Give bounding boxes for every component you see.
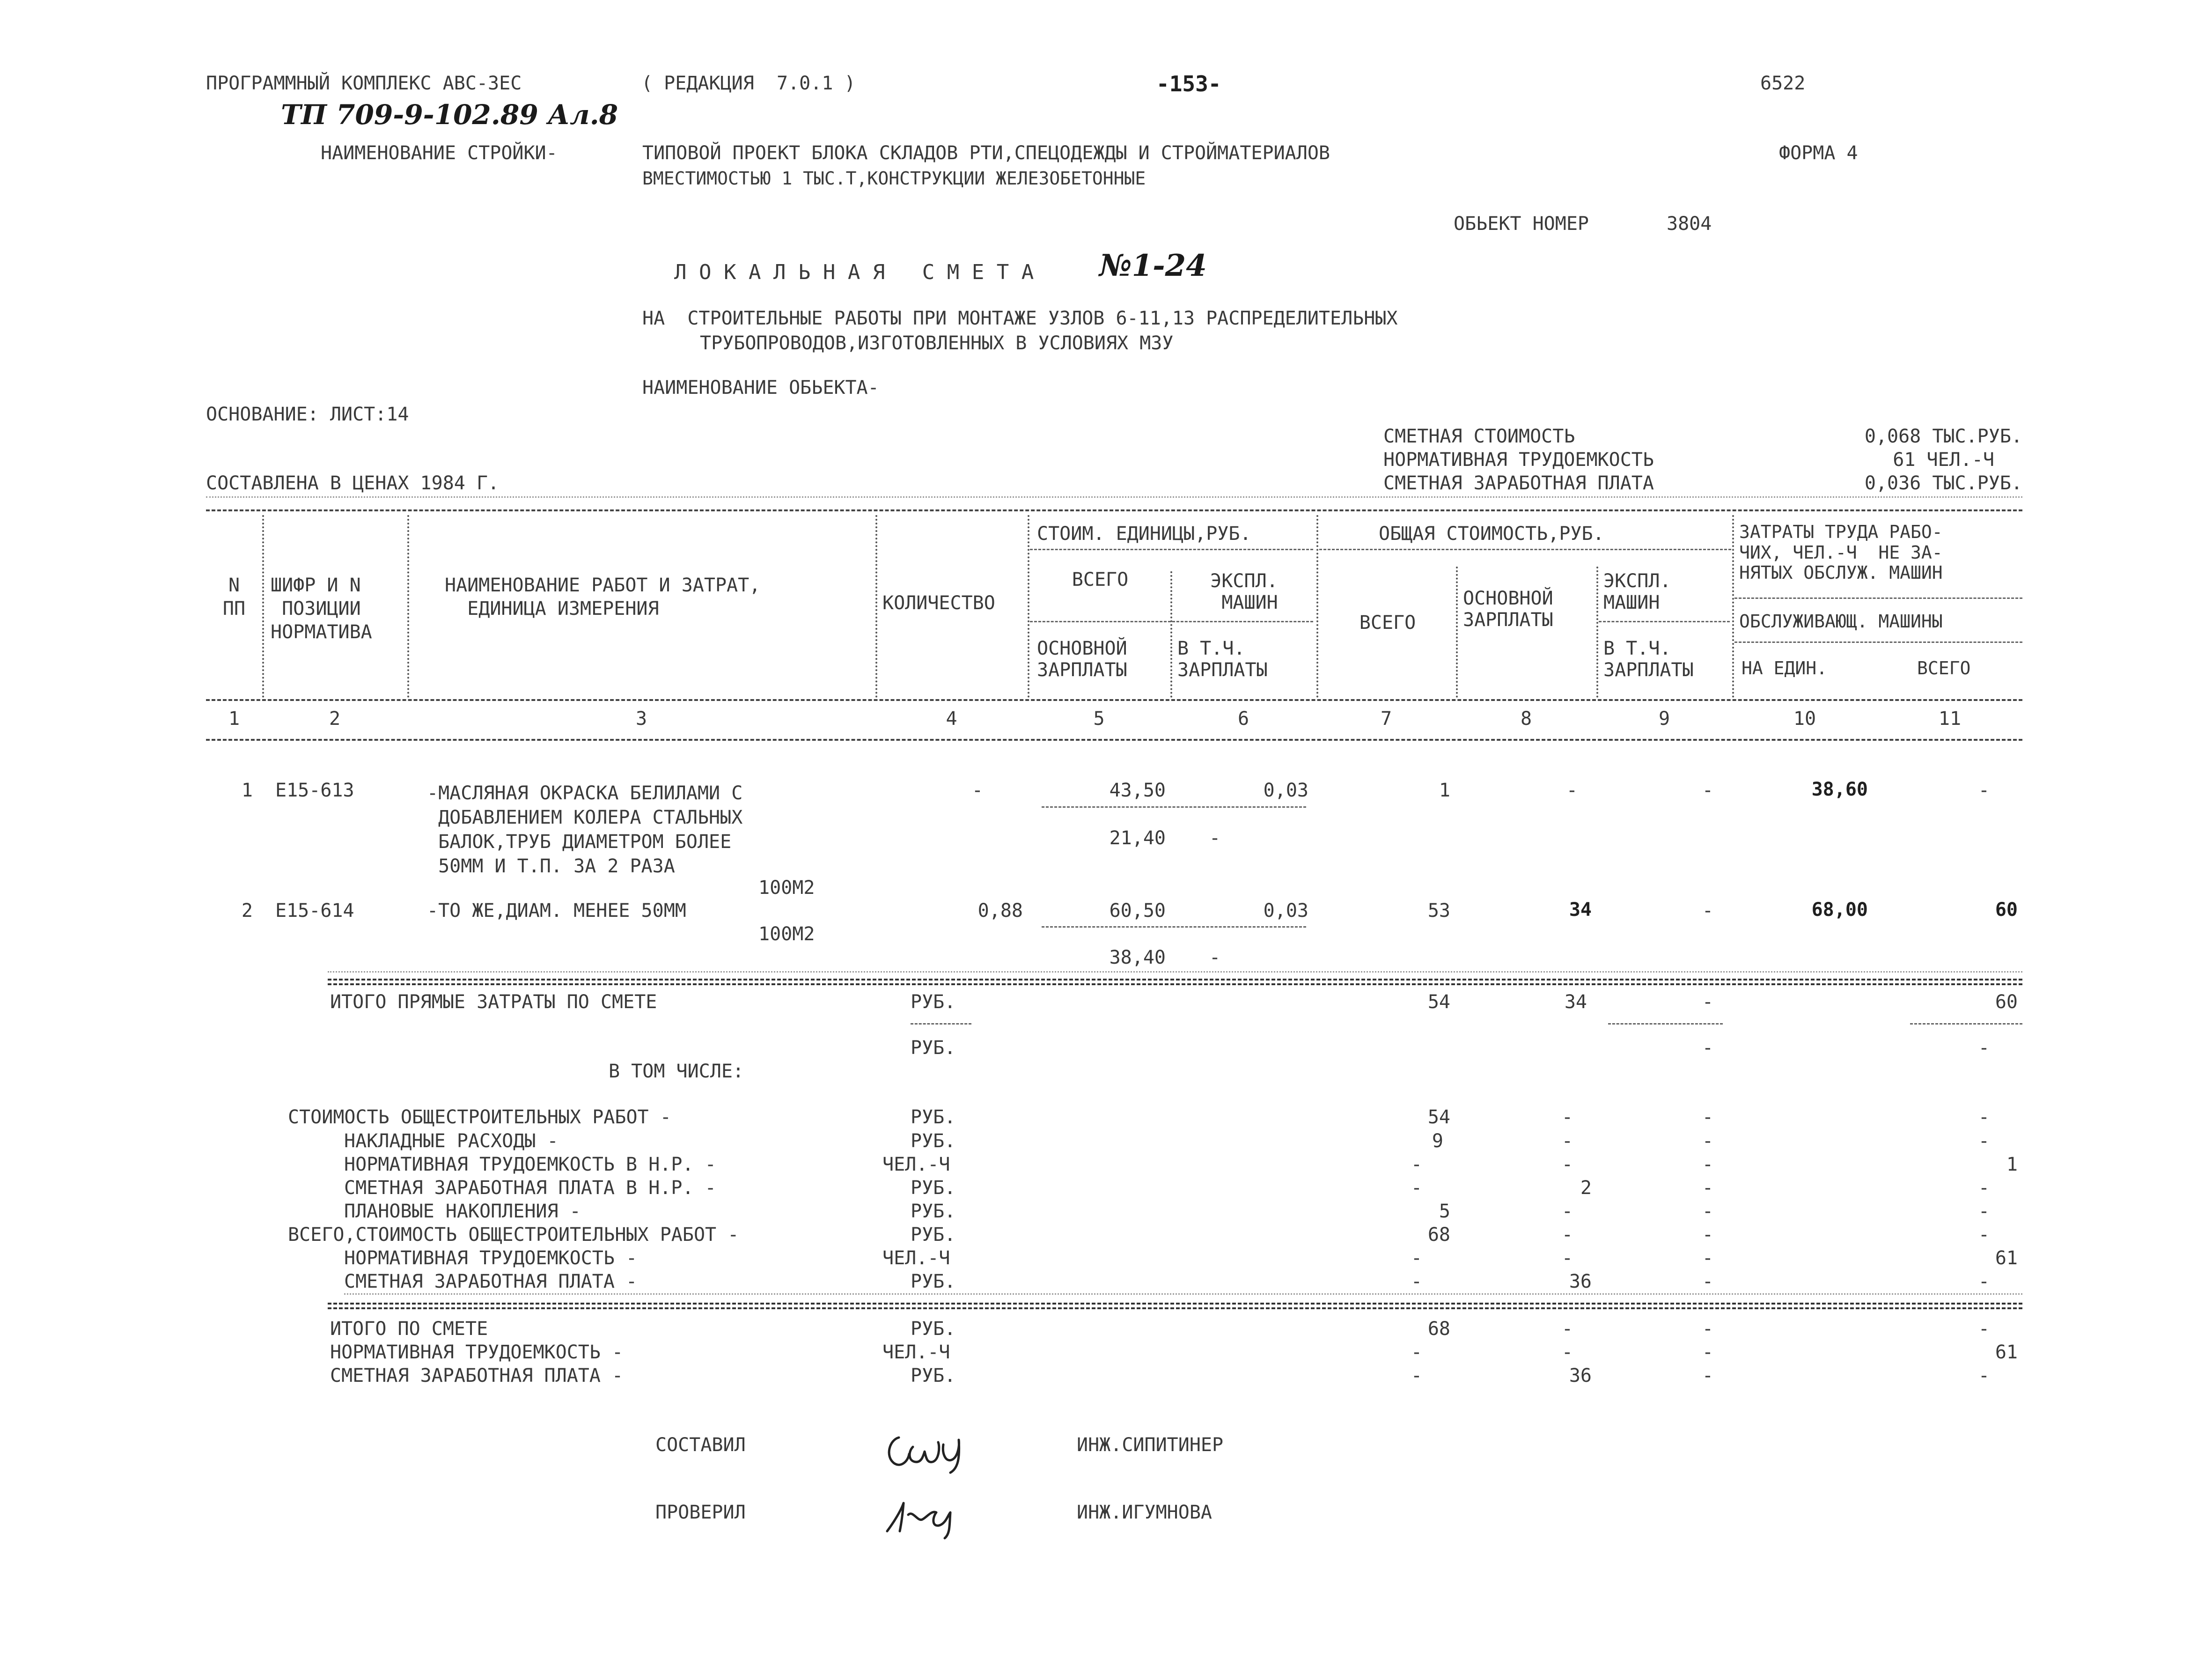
col-head-labor: ЗАТРАТЫ ТРУДА РАБО- ЧИХ, ЧЕЛ.-Ч НЕ ЗА- НЯТЫХ ОБСЛУЖ. МАШИН (1739, 522, 1943, 583)
row-unit-wage: 21,40 (1109, 827, 1166, 849)
summary-label-cost: СМЕТНАЯ СТОИМОСТЬ (1383, 426, 1575, 447)
program-name: ПРОГРАММНЫЙ КОМПЛЕКС АВС-3ЕС (206, 73, 522, 94)
summary-label-wage: СМЕТНАЯ ЗАРАБОТНАЯ ПЛАТА (1383, 472, 1654, 494)
handwritten-code: ТП 709-9-102.89 Ал.8 (281, 99, 618, 131)
breakdown-mach: - (1702, 1201, 1713, 1222)
dotted-rule (206, 496, 2022, 498)
rule (1608, 1023, 1723, 1025)
section-rule (328, 1303, 2022, 1305)
direct-costs-mach2: - (1702, 1037, 1713, 1059)
direct-costs-mach: - (1702, 991, 1713, 1013)
breakdown-mach: - (1702, 1224, 1713, 1246)
breakdown-mach: - (1702, 1154, 1713, 1175)
row-total: 1 (1439, 780, 1450, 801)
rule (1734, 641, 2022, 643)
section-rule (328, 1307, 2022, 1309)
direct-costs-total: 54 (1427, 991, 1450, 1013)
row-labor-unit: 68,00 (1811, 899, 1868, 921)
direct-costs-wage: 34 (1564, 991, 1587, 1013)
row-total-mach: - (1702, 780, 1713, 801)
row-unit: 100М2 (758, 877, 815, 899)
breakdown-unit: РУБ. (911, 1224, 956, 1246)
breakdown-total: - (1411, 1271, 1422, 1292)
col-num: 11 (1938, 708, 1962, 730)
totals-label: СМЕТНАЯ ЗАРАБОТНАЯ ПЛАТА - (330, 1365, 624, 1386)
row-unit: 100М2 (758, 923, 815, 945)
column-numbers-rule (206, 739, 2022, 741)
document-code: 6522 (1760, 73, 1806, 94)
row-unit-mach: 0,03 (1263, 780, 1308, 801)
row-number: 1 (241, 780, 253, 801)
row-code: Е15-613 (275, 780, 354, 801)
breakdown-total: 68 (1427, 1224, 1450, 1246)
breakdown-unit: РУБ. (911, 1106, 956, 1128)
row-unit-price: 43,50 (1109, 780, 1166, 801)
totals-total: - (1411, 1342, 1422, 1363)
breakdown-wage: - (1561, 1130, 1573, 1152)
totals-unit: РУБ. (911, 1318, 956, 1340)
breakdown-label: ВСЕГО,СТОИМОСТЬ ОБЩЕСТРОИТЕЛЬНЫХ РАБОТ - (288, 1224, 739, 1246)
breakdown-labor: - (1978, 1271, 1990, 1292)
breakdown-mach: - (1702, 1130, 1713, 1152)
summary-value-labor: 61 ЧЕЛ.-Ч (1893, 449, 1994, 471)
table-top-rule (206, 509, 2022, 511)
row-qty: 0,88 (977, 900, 1023, 922)
breakdown-wage: - (1561, 1201, 1573, 1222)
row-qty: - (971, 780, 983, 801)
summary-value-cost: 0,068 ТЫС.РУБ. (1864, 426, 2022, 447)
breakdown-mach: - (1702, 1177, 1713, 1199)
rule (1599, 621, 1730, 622)
col-head-labor-all: ВСЕГО (1917, 658, 1971, 678)
estimate-number: №1-24 (1099, 248, 1207, 283)
col-head-total-wage: ОСНОВНОЙ ЗАРПЛАТЫ (1463, 588, 1553, 631)
rule (1910, 1023, 2022, 1025)
breakdown-labor: - (1978, 1201, 1990, 1222)
col-num: 5 (1093, 708, 1105, 730)
section-rule (328, 983, 2022, 985)
totals-wage: - (1561, 1318, 1573, 1340)
summary-label-labor: НОРМАТИВНАЯ ТРУДОЕМКОСТЬ (1383, 449, 1654, 471)
row-total-wage: - (1566, 780, 1578, 801)
breakdown-labor: 1 (2006, 1154, 2018, 1175)
compiled-by-name: ИНЖ.СИПИТИНЕР (1077, 1434, 1224, 1456)
col-head-labor-unit: НА ЕДИН. (1742, 658, 1828, 678)
compiled-by-label: СОСТАВИЛ (655, 1434, 746, 1456)
breakdown-mach: - (1702, 1271, 1713, 1292)
checked-signature (880, 1489, 974, 1541)
construction-line1: ТИПОВОЙ ПРОЕКТ БЛОКА СКЛАДОВ РТИ,СПЕЦОДЕЖДЫ И СТРОЙМАТЕРИАЛОВ (642, 142, 1330, 164)
row-number: 2 (241, 900, 253, 922)
breakdown-mach: - (1702, 1106, 1713, 1128)
object-name-label: НАИМЕНОВАНИЕ ОБЬЕКТА- (642, 377, 879, 398)
breakdown-label: НОРМАТИВНАЯ ТРУДОЕМКОСТЬ - (344, 1247, 638, 1269)
totals-total: 68 (1427, 1318, 1450, 1340)
col-head-unit-total: ВСЕГО (1072, 569, 1129, 590)
breakdown-total: - (1411, 1177, 1422, 1199)
column-divider (1596, 567, 1598, 698)
breakdown-total: - (1411, 1247, 1422, 1269)
prices-basis: СОСТАВЛЕНА В ЦЕНАХ 1984 Г. (206, 472, 500, 494)
row-unit-mach-wage: - (1209, 827, 1221, 849)
col-num: 4 (946, 708, 957, 730)
col-head-total-cost: ОБЩАЯ СТОИМОСТЬ,РУБ. (1379, 523, 1604, 545)
row-unit-wage: 38,40 (1109, 947, 1166, 968)
totals-mach: - (1702, 1365, 1713, 1386)
col-num: 7 (1380, 708, 1392, 730)
including-label: В ТОМ ЧИСЛЕ: (609, 1061, 744, 1082)
totals-wage: 36 (1569, 1365, 1592, 1386)
row-unit-mach: 0,03 (1263, 900, 1308, 922)
row-total-mach: - (1702, 900, 1713, 922)
col-num: 6 (1237, 708, 1249, 730)
col-head-total-all: ВСЕГО (1359, 612, 1416, 634)
construction-label: НАИМЕНОВАНИЕ СТРОЙКИ- (321, 142, 558, 164)
totals-labor: - (1978, 1318, 1990, 1340)
breakdown-mach: - (1702, 1247, 1713, 1269)
breakdown-labor: - (1978, 1177, 1990, 1199)
breakdown-total: 5 (1439, 1201, 1450, 1222)
col-num: 3 (635, 708, 647, 730)
breakdown-unit: ЧЕЛ.-Ч (882, 1247, 950, 1269)
section-rule (328, 979, 2022, 981)
breakdown-label: ПЛАНОВЫЕ НАКОПЛЕНИЯ - (344, 1201, 581, 1222)
col-head-total-incl: В Т.Ч. ЗАРПЛАТЫ (1603, 638, 1694, 681)
object-label: ОБЬЕКТ НОМЕР (1454, 213, 1589, 235)
row-labor-unit: 38,60 (1811, 779, 1868, 800)
rule (911, 1023, 971, 1025)
header-bottom-rule (206, 699, 2022, 701)
direct-costs-labor: 60 (1995, 991, 2018, 1013)
column-divider (875, 515, 877, 698)
breakdown-label: НАКЛАДНЫЕ РАСХОДЫ - (344, 1130, 559, 1152)
breakdown-total: 9 (1432, 1130, 1443, 1152)
rule (1030, 621, 1313, 622)
totals-mach: - (1702, 1342, 1713, 1363)
totals-mach: - (1702, 1318, 1713, 1340)
breakdown-total: - (1411, 1154, 1422, 1175)
rule (1042, 926, 1306, 928)
col-head-unit-incl: В Т.Ч. ЗАРПЛАТЫ (1177, 638, 1268, 681)
col-head-code: ШИФР И N ПОЗИЦИИ НОРМАТИВА (271, 575, 372, 643)
subject-line2: ТРУБОПРОВОДОВ,ИЗГОТОВЛЕННЫХ В УСЛОВИЯХ МЗУ (700, 332, 1174, 354)
dotted-rule (344, 1293, 2022, 1295)
col-head-unit-cost: СТОИМ. ЕДИНИЦЫ,РУБ. (1037, 523, 1251, 545)
totals-label: НОРМАТИВНАЯ ТРУДОЕМКОСТЬ - (330, 1342, 624, 1363)
col-num: 8 (1520, 708, 1532, 730)
breakdown-label: СМЕТНАЯ ЗАРАБОТНАЯ ПЛАТА В Н.Р. - (344, 1177, 716, 1199)
breakdown-total: 54 (1427, 1106, 1450, 1128)
object-number: 3804 (1667, 213, 1712, 235)
totals-labor: 61 (1995, 1342, 2018, 1363)
totals-total: - (1411, 1365, 1422, 1386)
col-num: 2 (329, 708, 341, 730)
breakdown-unit: РУБ. (911, 1271, 956, 1292)
column-divider (1170, 571, 1172, 698)
direct-costs-label: ИТОГО ПРЯМЫЕ ЗАТРАТЫ ПО СМЕТЕ (330, 991, 657, 1013)
checked-by-label: ПРОВЕРИЛ (655, 1502, 746, 1523)
breakdown-labor: - (1978, 1106, 1990, 1128)
breakdown-labor: 61 (1995, 1247, 2018, 1269)
row-name: -МАСЛЯНАЯ ОКРАСКА БЕЛИЛАМИ С ДОБАВЛЕНИЕМ КОЛЕРА СТАЛЬНЫХ БАЛОК,ТРУБ ДИАМЕТРОМ БОЛЕЕ 50ММ И Т.П. ЗА 2 РАЗА (427, 782, 743, 877)
rule (1030, 549, 1313, 550)
breakdown-label: СТОИМОСТЬ ОБЩЕСТРОИТЕЛЬНЫХ РАБОТ - (288, 1106, 671, 1128)
compiled-signature (880, 1419, 974, 1475)
breakdown-wage: - (1561, 1106, 1573, 1128)
basis: ОСНОВАНИЕ: ЛИСТ:14 (206, 404, 409, 425)
col-head-unit-mach: ЭКСПЛ. МАШИН (1210, 570, 1278, 613)
row-name: -ТО ЖЕ,ДИАМ. МЕНЕЕ 50ММ (427, 900, 686, 922)
column-divider (1456, 567, 1458, 698)
dotted-rule (328, 971, 2022, 973)
direct-costs-unit2: РУБ. (911, 1037, 956, 1059)
direct-costs-unit: РУБ. (911, 991, 956, 1013)
rule (1319, 549, 1731, 550)
column-divider (1732, 515, 1734, 698)
breakdown-unit: ЧЕЛ.-Ч (882, 1154, 950, 1175)
edition: ( РЕДАКЦИЯ 7.0.1 ) (641, 73, 856, 94)
col-head-labor-serv: ОБСЛУЖИВАЮЩ. МАШИНЫ (1739, 611, 1943, 632)
totals-wage: - (1561, 1342, 1573, 1363)
summary-value-wage: 0,036 ТЫС.РУБ. (1864, 472, 2022, 494)
row-total: 53 (1427, 900, 1450, 922)
breakdown-label: СМЕТНАЯ ЗАРАБОТНАЯ ПЛАТА - (344, 1271, 638, 1292)
checked-by-name: ИНЖ.ИГУМНОВА (1077, 1502, 1212, 1523)
breakdown-labor: - (1978, 1130, 1990, 1152)
breakdown-unit: РУБ. (911, 1201, 956, 1222)
row-total-wage: 34 (1569, 899, 1592, 921)
column-divider (1028, 515, 1029, 698)
construction-line2: ВМЕСТИМОСТЬЮ 1 ТЫС.Т,КОНСТРУКЦИИ ЖЕЛЕЗОБЕТОННЫЕ (642, 168, 1146, 189)
page-number: -153- (1156, 71, 1221, 96)
breakdown-unit: РУБ. (911, 1130, 956, 1152)
row-code: Е15-614 (275, 900, 354, 922)
totals-label: ИТОГО ПО СМЕТЕ (330, 1318, 488, 1340)
rule (1042, 806, 1306, 808)
breakdown-wage: - (1561, 1224, 1573, 1246)
breakdown-label: НОРМАТИВНАЯ ТРУДОЕМКОСТЬ В Н.Р. - (344, 1154, 716, 1175)
row-unit-price: 60,50 (1109, 900, 1166, 922)
rule (1734, 597, 2022, 599)
col-num: 9 (1658, 708, 1670, 730)
col-head-total-mach: ЭКСПЛ. МАШИН (1603, 570, 1671, 613)
col-head-unit-wage: ОСНОВНОЙ ЗАРПЛАТЫ (1037, 638, 1127, 681)
breakdown-wage: - (1561, 1154, 1573, 1175)
col-head-qty: КОЛИЧЕСТВО (882, 592, 995, 614)
col-head-n: N ПП (222, 575, 246, 619)
row-unit-mach-wage: - (1209, 947, 1221, 968)
col-num: 10 (1793, 708, 1816, 730)
totals-unit: ЧЕЛ.-Ч (882, 1342, 950, 1363)
row-labor-total: - (1978, 780, 1990, 801)
totals-labor: - (1978, 1365, 1990, 1386)
breakdown-labor: - (1978, 1224, 1990, 1246)
column-divider (407, 515, 409, 698)
breakdown-unit: РУБ. (911, 1177, 956, 1199)
row-labor-total: 60 (1995, 899, 2018, 921)
breakdown-wage: 36 (1569, 1271, 1592, 1292)
totals-unit: РУБ. (911, 1365, 956, 1386)
estimate-title: Л О К А Л Ь Н А Я С М Е Т А (674, 260, 1034, 284)
subject-line1: НА СТРОИТЕЛЬНЫЕ РАБОТЫ ПРИ МОНТАЖЕ УЗЛОВ 6-11,13 РАСПРЕДЕЛИТЕЛЬНЫХ (642, 308, 1398, 329)
col-head-name: НАИМЕНОВАНИЕ РАБОТ И ЗАТРАТ, ЕДИНИЦА ИЗМЕРЕНИЯ (445, 575, 761, 619)
column-divider (262, 515, 264, 698)
column-divider (1316, 515, 1318, 698)
breakdown-wage: - (1561, 1247, 1573, 1269)
form-label: ФОРМА 4 (1779, 142, 1858, 164)
breakdown-wage: 2 (1580, 1177, 1592, 1199)
col-num: 1 (228, 708, 240, 730)
direct-costs-labor2: - (1978, 1037, 1990, 1059)
